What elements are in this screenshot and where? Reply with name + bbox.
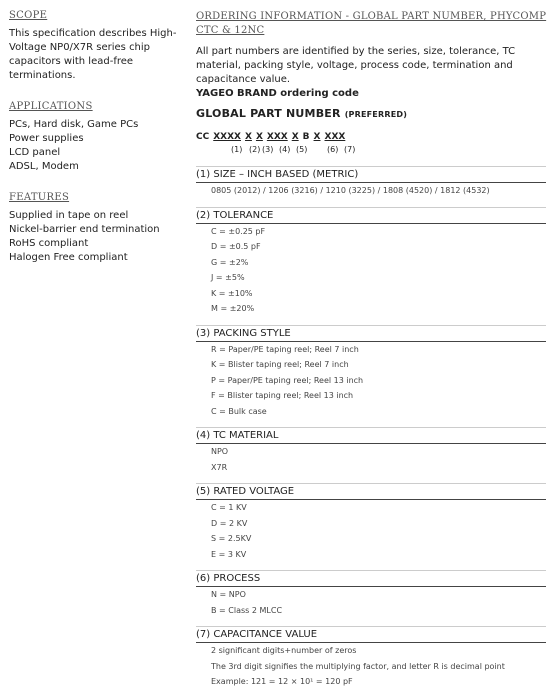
list-item: Halogen Free compliant xyxy=(9,252,128,263)
section-title: (7) CAPACITANCE VALUE xyxy=(196,626,546,643)
section-title: (6) PROCESS xyxy=(196,570,546,587)
list-item: PCs, Hard disk, Game PCs xyxy=(9,119,139,130)
features-heading: FEATURES xyxy=(9,192,70,203)
list-item: Nickel-barrier end termination xyxy=(9,224,160,235)
list-item: RoHS compliant xyxy=(9,238,89,249)
section-item: K = ±10% xyxy=(211,288,253,298)
list-item: LCD panel xyxy=(9,147,61,158)
applications-list xyxy=(9,118,187,174)
brand-line: YAGEO BRAND ordering code xyxy=(196,88,359,99)
section-title: (2) TOLERANCE xyxy=(196,207,546,224)
ordering-section xyxy=(196,325,548,420)
ordering-section xyxy=(196,427,548,475)
code-number: (1) xyxy=(231,145,243,154)
ordering-intro: All part numbers are identified by the series, size, tolerance, TC material, packing style, voltage, process code, termination and capacitance value. xyxy=(196,46,516,85)
ordering-sections xyxy=(196,166,548,690)
section-item: Example: 121 = 12 × 10¹ = 120 pF xyxy=(211,677,353,686)
section-item: B = Class 2 MLCC xyxy=(211,605,283,615)
code-part: X xyxy=(255,132,263,142)
global-part-number-heading xyxy=(196,107,548,120)
ordering-section xyxy=(196,207,548,317)
code-parts xyxy=(196,132,548,142)
features-list xyxy=(9,209,187,265)
section-item: M = ±20% xyxy=(211,304,255,313)
section-item: J = ±5% xyxy=(211,273,245,282)
section-title: (3) PACKING STYLE xyxy=(196,325,546,342)
section-item: K = Blister taping reel; Reel 7 inch xyxy=(211,360,349,369)
list-item: Supplied in tape on reel xyxy=(9,210,129,221)
code-part: X xyxy=(244,132,252,142)
section-item: D = 2 KV xyxy=(211,518,248,528)
ordering-section xyxy=(196,483,548,562)
applications-heading: APPLICATIONS xyxy=(9,101,93,112)
section-item: X7R xyxy=(211,462,228,472)
section-item: The 3rd digit signifies the multiplying factor, and letter R is decimal point xyxy=(211,661,505,671)
ordering-section xyxy=(196,626,548,690)
gpn-main: GLOBAL PART NUMBER xyxy=(196,107,341,120)
section-item: S = 2.5KV xyxy=(211,534,252,543)
scope-text: This specification describes High-Voltage NP0/X7R series chip capacitors with lead-free terminations. xyxy=(9,28,177,81)
code-part: XXX xyxy=(324,132,346,142)
list-item: Power supplies xyxy=(9,133,84,144)
list-item: ADSL, Modem xyxy=(9,161,79,172)
code-number: (7) xyxy=(344,145,356,154)
code-part: X xyxy=(291,132,299,142)
section-item: C = Bulk case xyxy=(211,406,267,416)
section-item: N = NPO xyxy=(211,590,246,599)
gpn-preferred: (PREFERRED) xyxy=(344,110,408,119)
code-number: (5) xyxy=(296,145,308,154)
left-column xyxy=(9,10,187,283)
code-number: (3) xyxy=(262,145,274,154)
section-item: 0805 (2012) / 1206 (3216) / 1210 (3225) / 1808 (4520) / 1812 (4532) xyxy=(211,186,490,195)
section-item: C = ±0.25 pF xyxy=(211,226,266,236)
ordering-heading: ORDERING INFORMATION - GLOBAL PART NUMBER, PHYCOMP CTC & 12NC xyxy=(196,11,547,36)
section-item: C = 1 KV xyxy=(211,503,247,512)
code-part: X xyxy=(313,132,321,142)
section-item: D = ±0.5 pF xyxy=(211,242,261,251)
code-part: XXX xyxy=(266,132,288,142)
code-number: (2) xyxy=(249,145,261,154)
section-item: F = Blister taping reel; Reel 13 inch xyxy=(211,391,354,400)
section-item: P = Paper/PE taping reel; Reel 13 inch xyxy=(211,375,364,385)
applications-section xyxy=(9,101,187,174)
features-section xyxy=(9,192,187,265)
part-code xyxy=(196,132,548,158)
scope-heading: SCOPE xyxy=(9,10,48,21)
section-title: (1) SIZE – INCH BASED (METRIC) xyxy=(196,166,546,183)
section-title: (4) TC MATERIAL xyxy=(196,427,546,444)
code-number: (6) xyxy=(327,145,339,154)
section-item: E = 3 KV xyxy=(211,549,247,559)
section-item: G = ±2% xyxy=(211,257,249,267)
section-item: 2 significant digits+number of zeros xyxy=(211,646,357,655)
section-item: NPO xyxy=(211,447,229,456)
code-number: (4) xyxy=(279,145,291,154)
code-part: CC xyxy=(196,132,210,142)
section-title: (5) RATED VOLTAGE xyxy=(196,483,546,500)
scope-section xyxy=(9,10,187,83)
ordering-section xyxy=(196,570,548,618)
code-part: B xyxy=(302,132,310,142)
ordering-section xyxy=(196,166,548,199)
code-part: XXXX xyxy=(213,132,241,142)
section-item: R = Paper/PE taping reel; Reel 7 inch xyxy=(211,344,359,354)
right-column xyxy=(196,10,548,690)
